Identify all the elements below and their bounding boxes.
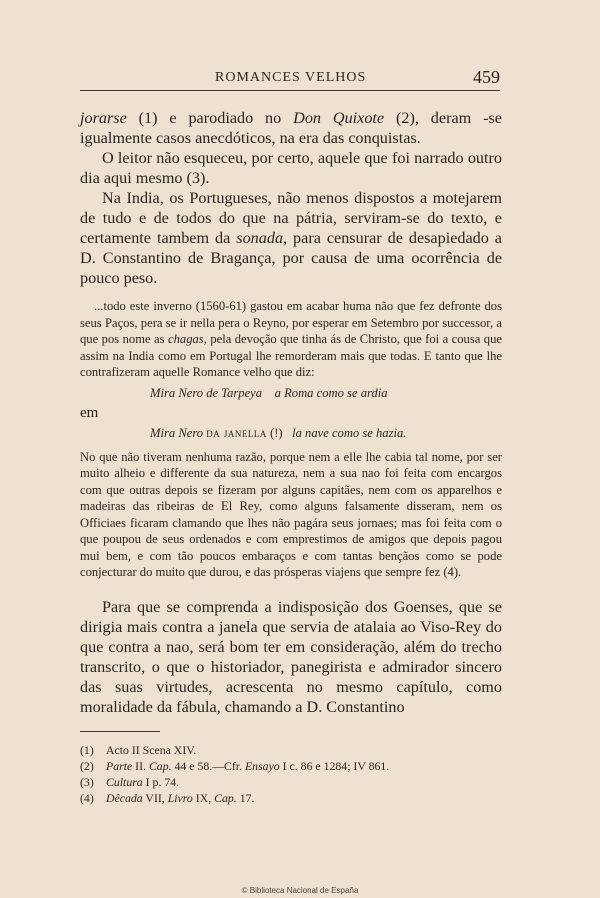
running-title: ROMANCES VELHOS: [215, 70, 367, 85]
verse-part: la nave como se hazia.: [292, 425, 407, 440]
footnote-number: (1): [80, 742, 94, 757]
footnote-text: II.: [132, 758, 149, 773]
verse-line-2: [80, 421, 502, 445]
footnote-italic: Dêcada: [106, 790, 143, 805]
paragraph-4: Para que se comprenda a indisposição dos Goenses, que se dirigia mais contra a janela que servia de atalaia ao Viso-Rey do que contra a nao, será bom ter em consideração, além do trecho transcrito, o que o historiador, panegirista e admirador sincero das suas virtudes, acrescenta no mesmo capítulo, como moralidade da fábula, chamando a D. Constantino: [80, 597, 502, 716]
footnote-3: [80, 774, 502, 790]
footnote-text: I p. 74.: [142, 774, 180, 789]
text-run: , para censurar de desapiedado a D. Constantino de Bragança, por causa de uma ocorrência de pouco peso.: [80, 229, 502, 287]
italic-term: chagas: [168, 332, 204, 346]
footnote-4: [80, 790, 502, 806]
verse-part: Mira Nero de Tarpeya: [150, 385, 263, 400]
connector-em: em: [80, 404, 99, 421]
page-header: [80, 68, 500, 91]
paragraph-2: O leitor não esqueceu, por certo, aquele que foi narrado outro dia aqui mesmo (3).: [80, 149, 502, 187]
footnote-2: [80, 758, 502, 774]
footnote-text: I c. 86 e 1284; IV 861.: [279, 758, 390, 773]
footnote-text: 17.: [236, 790, 255, 805]
text-run: Na India, os Portugueses, não menos dispostos a motejarem de tudo e de todos do que na pátria, serviram-se do texto, e certamente tambem da: [80, 189, 502, 247]
footnote-number: (2): [80, 758, 94, 773]
footnote-text: IX,: [192, 790, 215, 805]
text-run: ...todo este inverno (1560-61) gastou em acabar huma não que fez defronte dos seus Paços, pera se ir nella pera o Reyno, por esperar em Setembro por successor, a que pos nome as: [80, 299, 502, 346]
italic-term: jorarse: [80, 109, 127, 127]
footnote-italic: Ensayo: [244, 758, 280, 773]
footnote-italic: Parte: [106, 758, 133, 773]
italic-title: Don Quixote: [293, 109, 385, 127]
verse-part: Mira Nero: [150, 425, 204, 440]
footnote-text: 44 e 58.—Cfr.: [171, 758, 245, 773]
footnote-number: (4): [80, 790, 94, 805]
text-run: (1) e parodiado no: [126, 109, 294, 127]
exclamation-note: (!): [270, 425, 283, 440]
library-credit: © Biblioteca Nacional de España: [241, 886, 359, 895]
verse-part: a Roma como se ardia: [274, 385, 388, 400]
footnote-italic: Livro: [167, 790, 193, 805]
text-run: (2), deram -se igualmente casos anecdóticos, na era das conquistas.: [80, 109, 502, 147]
footnote-text: Acto II Scena XIV.: [106, 742, 197, 757]
footnote-italic: Cap.: [214, 790, 237, 805]
verse-line-1: [80, 381, 502, 405]
footnote-italic: Cap.: [148, 758, 172, 773]
block-quote-2: No que não tiveram nenhuma razão, porque nem a elle lhe cabia tal nome, por ser muito alheio e differente da sua natureza, nem a sua nao foi feita com encargos com que outras depois se fizeram por alguns capitães, nem com os apparelhos e madeiras das ribeiras de El Rey, como alguns falsamente disseram, nem os Officiaes ficaram clamando que lhes não pagára seus jornaes; mas foi feita com o que poupou de seus ordenados e com emprestimos de amigos que depois pagou mui bem, e com tão poucos embaraços e com tantas bençãos como se pode conjecturar do muito que durou, e das prósperas viajens que sempre fez (4).: [80, 449, 502, 579]
footnote-rule: [80, 731, 160, 732]
italic-term: sonada: [236, 229, 284, 247]
footnote-italic: Cultura: [106, 774, 143, 789]
small-caps-text: da janella: [206, 425, 267, 440]
paragraph-1: [80, 108, 502, 148]
footnotes: [80, 742, 502, 806]
text-run: , pela devoção que tinha ás de Christo, que foi a cousa que assim na India como em Portugal lhe remorderam mais que todas. E tanto que lhe contrafizeram aquelle Romance velho que diz:: [80, 332, 502, 379]
page-number: 459: [473, 67, 500, 87]
footnote-text: VII,: [142, 790, 168, 805]
block-quote-1: [80, 298, 502, 381]
footnote-number: (3): [80, 774, 94, 789]
page-body: [80, 108, 502, 806]
paragraph-3: [80, 188, 502, 288]
footnote-1: [80, 742, 502, 758]
